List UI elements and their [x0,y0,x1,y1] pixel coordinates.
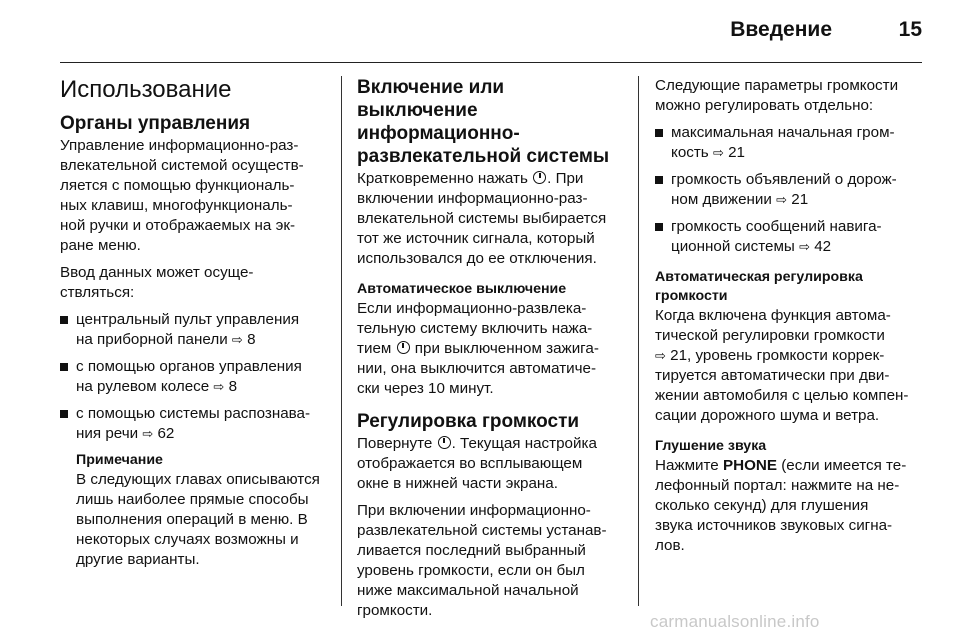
text-line: на рулевом колесе [76,378,210,395]
text-line: При включении информационно- [357,502,591,519]
text-span: (если имеется те- [781,457,907,474]
page-ref-number: 42 [814,238,832,255]
text-line: громкость объявлений о дорож- [671,171,897,188]
text-line: центральный пульт управления [76,311,300,328]
watermark: carmanualsonline.info [650,612,820,631]
text-line: ния речи [76,425,139,442]
list-item [655,123,921,163]
square-bullet-icon [655,176,663,184]
volume-paragraph [357,434,623,494]
phone-button-label: PHONE [722,457,777,474]
page-reference[interactable] [713,144,745,161]
heading-auto-volume [655,268,921,306]
power-knob-icon [438,436,451,449]
text-span: Кратковременно нажать [357,170,528,187]
heading-mute: Глушение звука [655,438,767,454]
page-ref-arrow-icon: ⇨ [799,239,810,254]
text-line: ствляться: [60,284,135,301]
page-ref-number: 21 [670,347,688,364]
text-line: звука источников звуковых сигна- [655,517,893,534]
text-span: . При [547,170,584,187]
page-reference[interactable] [799,238,831,255]
heading-usage: Использование [60,76,232,103]
page-reference[interactable] [655,347,687,364]
text-line: тот же источник сигнала, который [357,230,595,247]
page-number: 15 [898,18,922,41]
text-line: тируется автоматически при дви- [655,367,890,384]
text-line: другие варианты. [76,551,200,568]
text-line: Ввод данных может осуще- [60,264,254,281]
text-line: Когда включена функция автома- [655,307,891,324]
square-bullet-icon [655,129,663,137]
text-line: тической регулировки громкости [655,327,885,344]
text-line: максимальная начальная гром- [671,124,895,141]
text-line: ных клавиш, многофункциональ- [60,197,293,214]
page-reference[interactable] [776,191,808,208]
text-line: сации дорожного шума и ветра. [655,407,880,424]
text-line: влекательной системой осуществ- [60,157,304,174]
text-line: лефонный портал: нажмите на не- [655,477,900,494]
text-line: ниже максимальной начальной [357,582,579,599]
text-line: можно регулировать отдельно: [655,97,874,114]
heading-controls: Органы управления [60,113,251,134]
text-line: громкость сообщений навига- [671,218,882,235]
text-line: ливается последний выбранный [357,542,586,559]
page-ref-number: 21 [728,144,746,161]
text-line: отображается во всплывающем [357,455,583,472]
text-span: Повернуте [357,435,433,452]
text-line: ционной системы [671,238,795,255]
column-divider-1 [341,76,342,606]
power-knob-icon [533,171,546,184]
text-line: лов. [655,537,685,554]
text-line: ски через 10 минут. [357,380,494,397]
text-line: ном движении [671,191,772,208]
page-ref-arrow-icon: ⇨ [655,348,666,363]
heading-volume: Регулировка громкости [357,411,580,432]
note-title: Примечание [76,452,163,468]
list-item [655,170,921,210]
page-ref-arrow-icon: ⇨ [776,192,788,207]
list-item [60,357,326,397]
text-line: использовался до ее отключения. [357,250,597,267]
heading-line: Автоматическая регулировка [655,269,863,285]
text-span: Нажмите [655,457,719,474]
text-line: В следующих главах описываются [76,471,320,488]
column-divider-2 [638,76,639,606]
text-line: громкости. [357,602,433,619]
page-ref-number: 8 [247,331,256,348]
text-line: нии, она выключится автоматиче- [357,360,597,377]
text-line: кость [671,144,709,161]
page-ref-arrow-icon: ⇨ [142,426,154,441]
page-ref-arrow-icon: ⇨ [712,145,724,160]
heading-line: информационно- [357,123,520,144]
list-item [655,217,921,257]
auto-volume-paragraph [655,306,921,426]
page-ref-number: 62 [157,425,175,442]
page-reference[interactable] [213,378,237,395]
auto-off-paragraph [357,299,623,399]
text-line: ной ручки и отображаемых на эк- [60,217,296,234]
heading-line: развлекательной системы [357,146,610,167]
text-line: ляется с помощью функциональ- [60,177,295,194]
input-methods-list [60,310,326,444]
text-line: влекательной системы выбирается [357,210,607,227]
volume-settings-intro [655,76,921,116]
page-ref-arrow-icon: ⇨ [231,332,243,347]
text-span: тием [357,340,392,357]
text-line: уровень громкости, если он был [357,562,585,579]
text-span: при выключенном зажига- [414,340,599,357]
header-divider [60,62,922,63]
list-item [60,404,326,444]
list-item [60,310,326,350]
text-line: на приборной панели [76,331,228,348]
column-2 [357,76,623,628]
text-span: , уровень громкости коррек- [687,347,885,364]
page-header [0,14,960,54]
page-reference[interactable] [142,425,174,442]
text-line: включении информационно-раз- [357,190,588,207]
volume-paragraph-2 [357,501,623,621]
text-line: развлекательной системы устанав- [357,522,607,539]
note-box [60,451,326,570]
power-paragraph [357,169,623,269]
heading-auto-off: Автоматическое выключение [357,281,567,297]
square-bullet-icon [60,410,68,418]
square-bullet-icon [655,223,663,231]
power-knob-icon [397,341,410,354]
page-ref-number: 8 [228,378,238,395]
text-line: сколько секунд) для глушения [655,497,869,514]
text-line: Если информационно-развлека- [357,300,587,317]
column-3 [655,76,921,563]
text-span: . Текущая настройка [451,435,597,452]
text-line: Управление информационно-раз- [60,137,299,154]
page-ref-number: 21 [791,191,809,208]
mute-paragraph [655,456,921,556]
heading-power [357,76,623,168]
square-bullet-icon [60,316,68,324]
text-line: Следующие параметры громкости [655,77,899,94]
text-line: с помощью системы распознава- [76,405,311,422]
page-reference[interactable] [232,331,256,348]
text-line: некоторых случаях возможны и [76,531,299,548]
input-paragraph [60,263,326,303]
text-line: ране меню. [60,237,141,254]
column-1 [60,76,326,570]
text-line: жении автомобиля с целью компен- [655,387,909,404]
page-ref-arrow-icon: ⇨ [213,379,225,394]
text-line: лишь наиболее прямые способы [76,491,309,508]
controls-paragraph [60,136,326,256]
section-title: Введение [730,18,832,41]
text-line: тельную систему включить нажа- [357,320,593,337]
heading-line: громкости [655,288,728,304]
heading-line: Включение или выключение [357,77,505,121]
volume-settings-list [655,123,921,257]
square-bullet-icon [60,363,68,371]
text-line: выполнения операций в меню. В [76,511,308,528]
text-line: с помощью органов управления [76,358,302,375]
text-line: окне в нижней части экрана. [357,475,558,492]
